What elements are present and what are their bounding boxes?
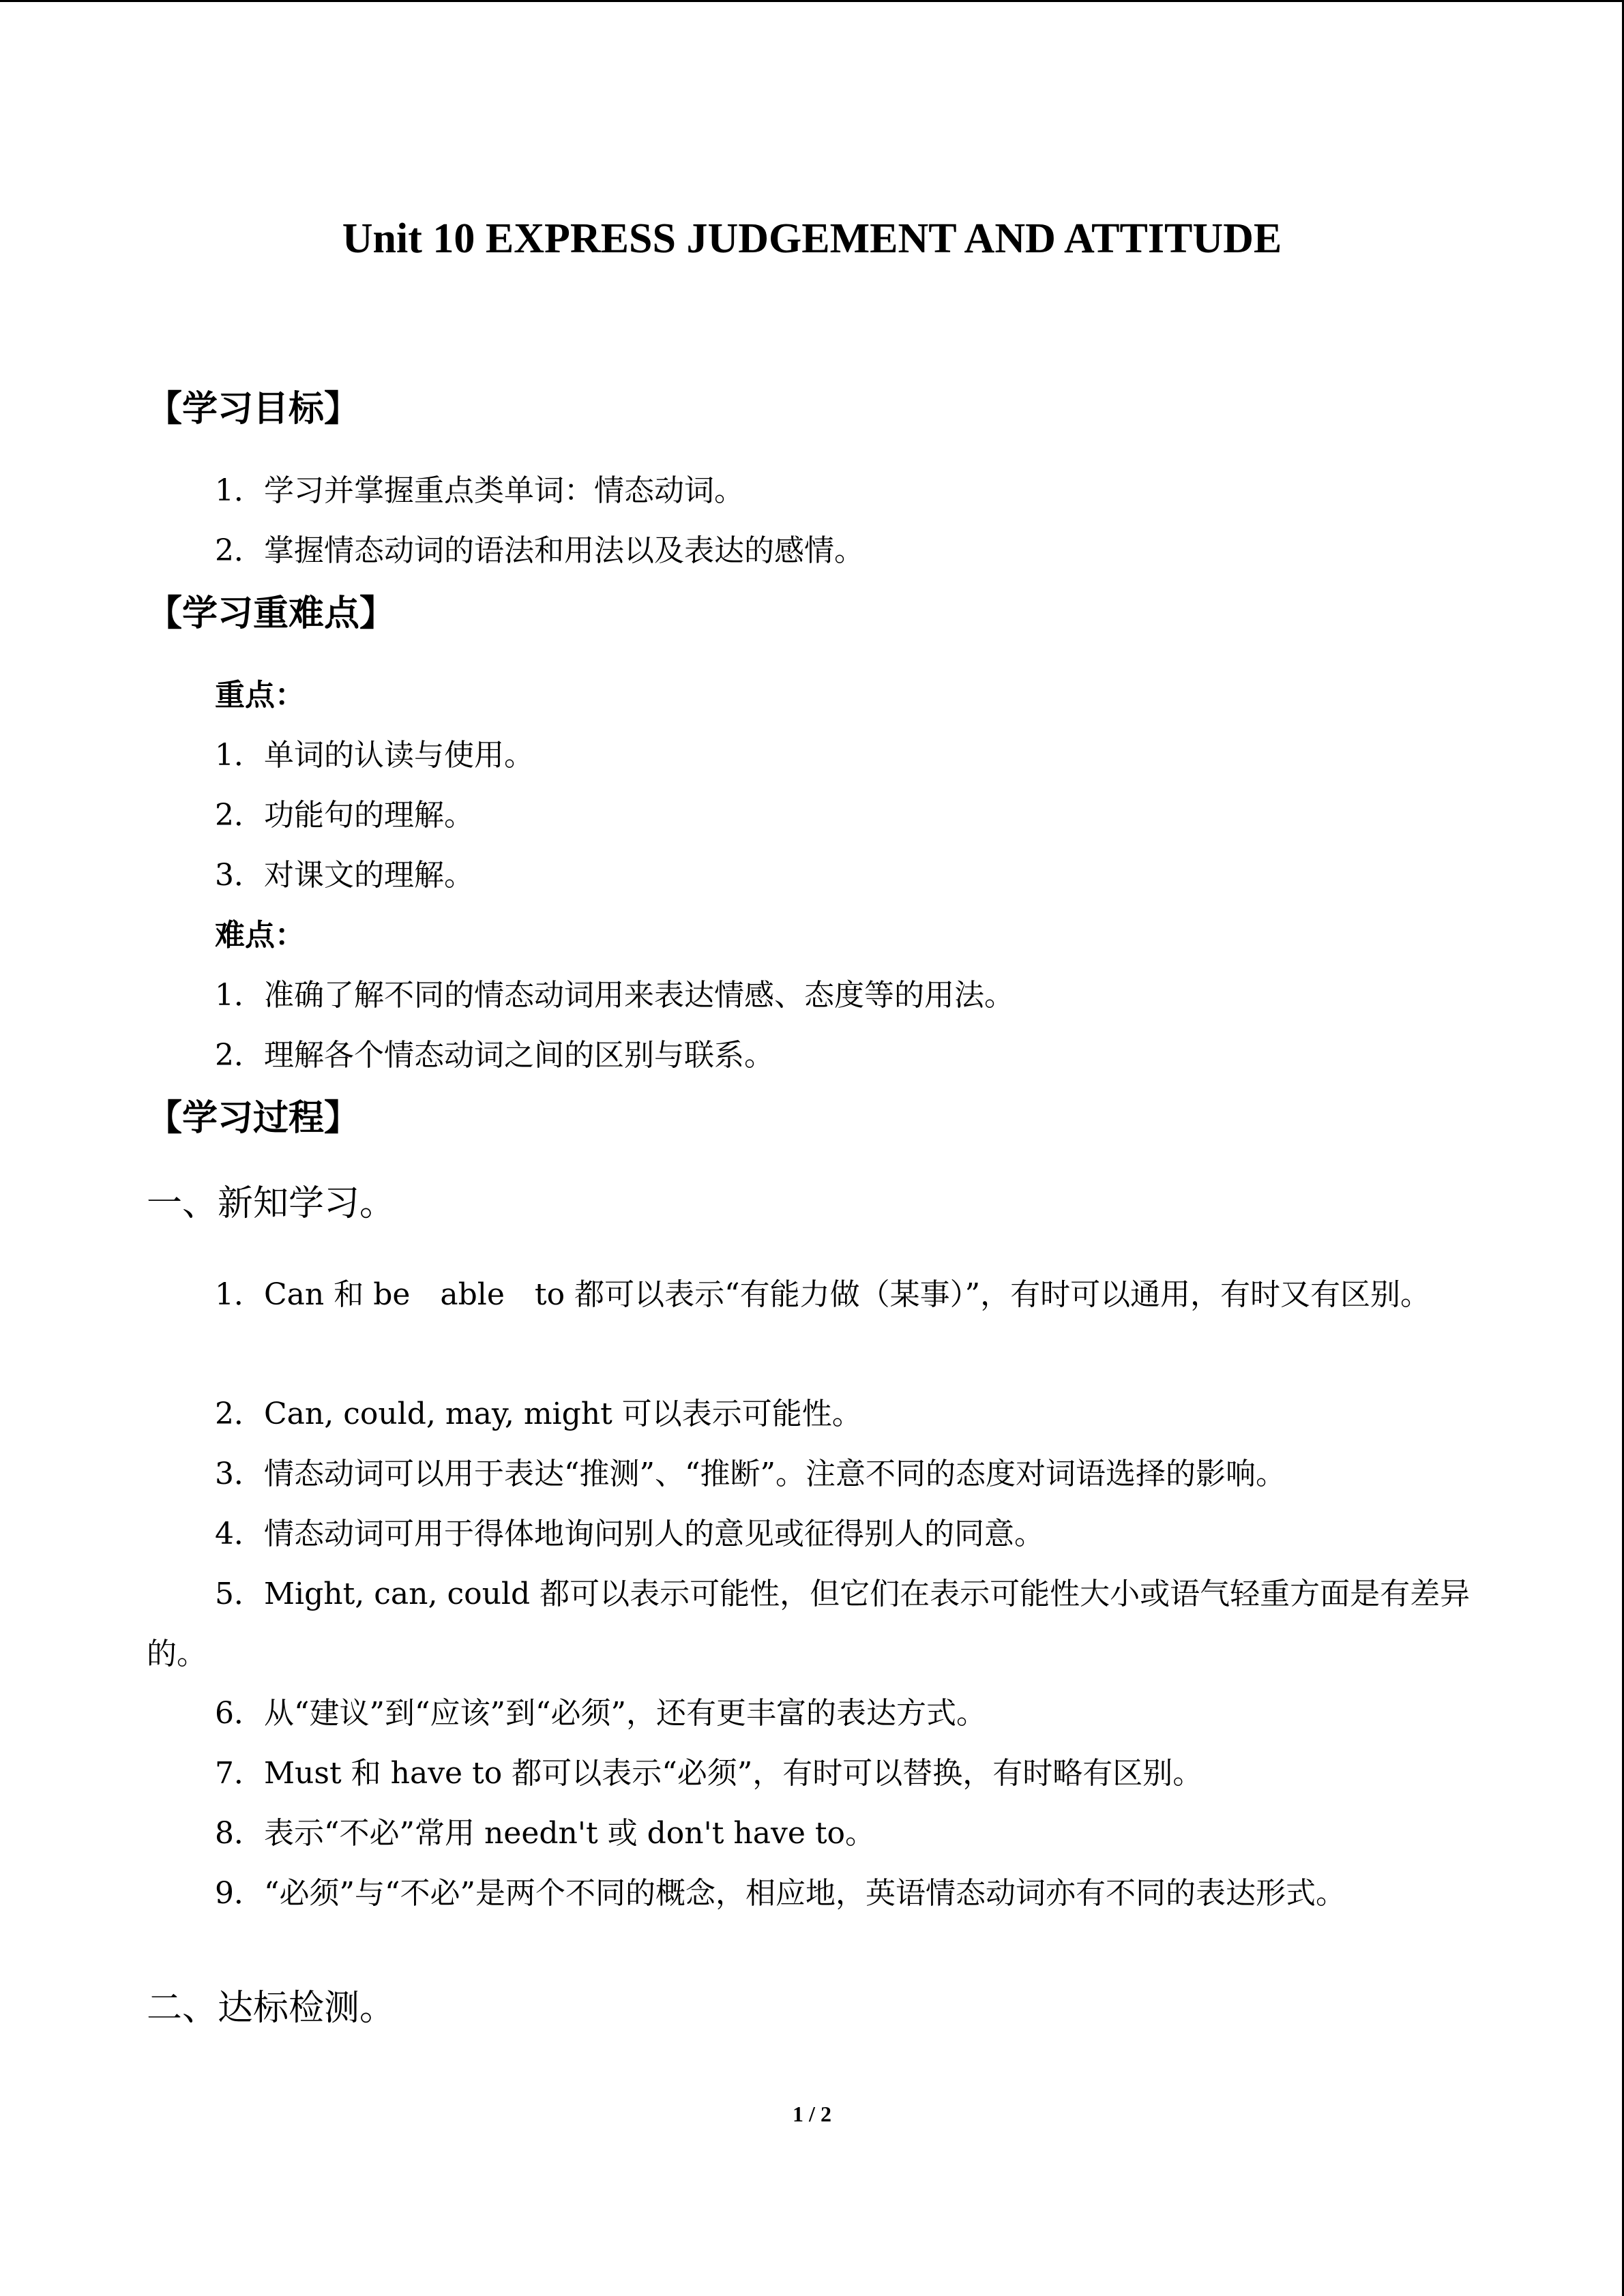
process-item-4: 4．情态动词可用于得体地询问别人的意见或征得别人的同意。 bbox=[215, 1517, 1044, 1551]
focus-item-1: 1．单词的认读与使用。 bbox=[215, 738, 534, 773]
difficulty-label: 难点： bbox=[215, 918, 305, 953]
part-heading-new-knowledge: 一、新知学习。 bbox=[147, 1183, 396, 1224]
part-heading-assessment: 二、达标检测。 bbox=[147, 1988, 396, 2029]
focus-item-3: 3．对课文的理解。 bbox=[215, 858, 474, 893]
difficulty-item-2: 2．理解各个情态动词之间的区别与联系。 bbox=[215, 1038, 774, 1073]
process-item-2: 2．Can, could, may, might 可以表示可能性。 bbox=[215, 1397, 862, 1431]
focus-item-2: 2．功能句的理解。 bbox=[215, 798, 474, 833]
focus-label: 重点： bbox=[215, 678, 305, 713]
process-item-1: 1．Can 和 be able to 都可以表示“有能力做（某事）”，有时可以通用，有时又有区别。 bbox=[215, 1277, 1431, 1312]
objective-item-2: 2．掌握情态动词的语法和用法以及表达的感情。 bbox=[215, 533, 864, 568]
process-item-9: 9．“必须”与“不必”是两个不同的概念，相应地，英语情态动词亦有不同的表达形式。 bbox=[215, 1876, 1346, 1911]
document-title: Unit 10 EXPRESS JUDGEMENT AND ATTITUDE bbox=[342, 215, 1282, 262]
process-item-3: 3．情态动词可以用于表达“推测”、“推断”。注意不同的态度对词语选择的影响。 bbox=[215, 1457, 1286, 1491]
section-heading-process: 【学习过程】 bbox=[147, 1097, 360, 1139]
page-number: 1 / 2 bbox=[793, 2102, 831, 2126]
section-heading-key-points: 【学习重难点】 bbox=[147, 593, 396, 634]
process-item-8: 8．表示“不必”常用 needn't 或 don't have to。 bbox=[215, 1816, 876, 1851]
difficulty-item-1: 1．准确了解不同的情态动词用来表达情感、态度等的用法。 bbox=[215, 978, 1014, 1013]
objective-item-1: 1．学习并掌握重点类单词：情态动词。 bbox=[215, 473, 744, 508]
process-item-7: 7．Must 和 have to 都可以表示“必须”，有时可以替换，有时略有区别。 bbox=[215, 1756, 1203, 1791]
process-item-5: 5．Might, can, could 都可以表示可能性，但它们在表示可能性大小或语气轻重方面是有差异的。 bbox=[147, 1577, 1471, 1671]
section-heading-objectives: 【学习目标】 bbox=[147, 388, 360, 430]
page-top-border bbox=[0, 0, 1624, 2]
process-item-6: 6．从“建议”到“应该”到“必须”，还有更丰富的表达方式。 bbox=[215, 1696, 986, 1731]
